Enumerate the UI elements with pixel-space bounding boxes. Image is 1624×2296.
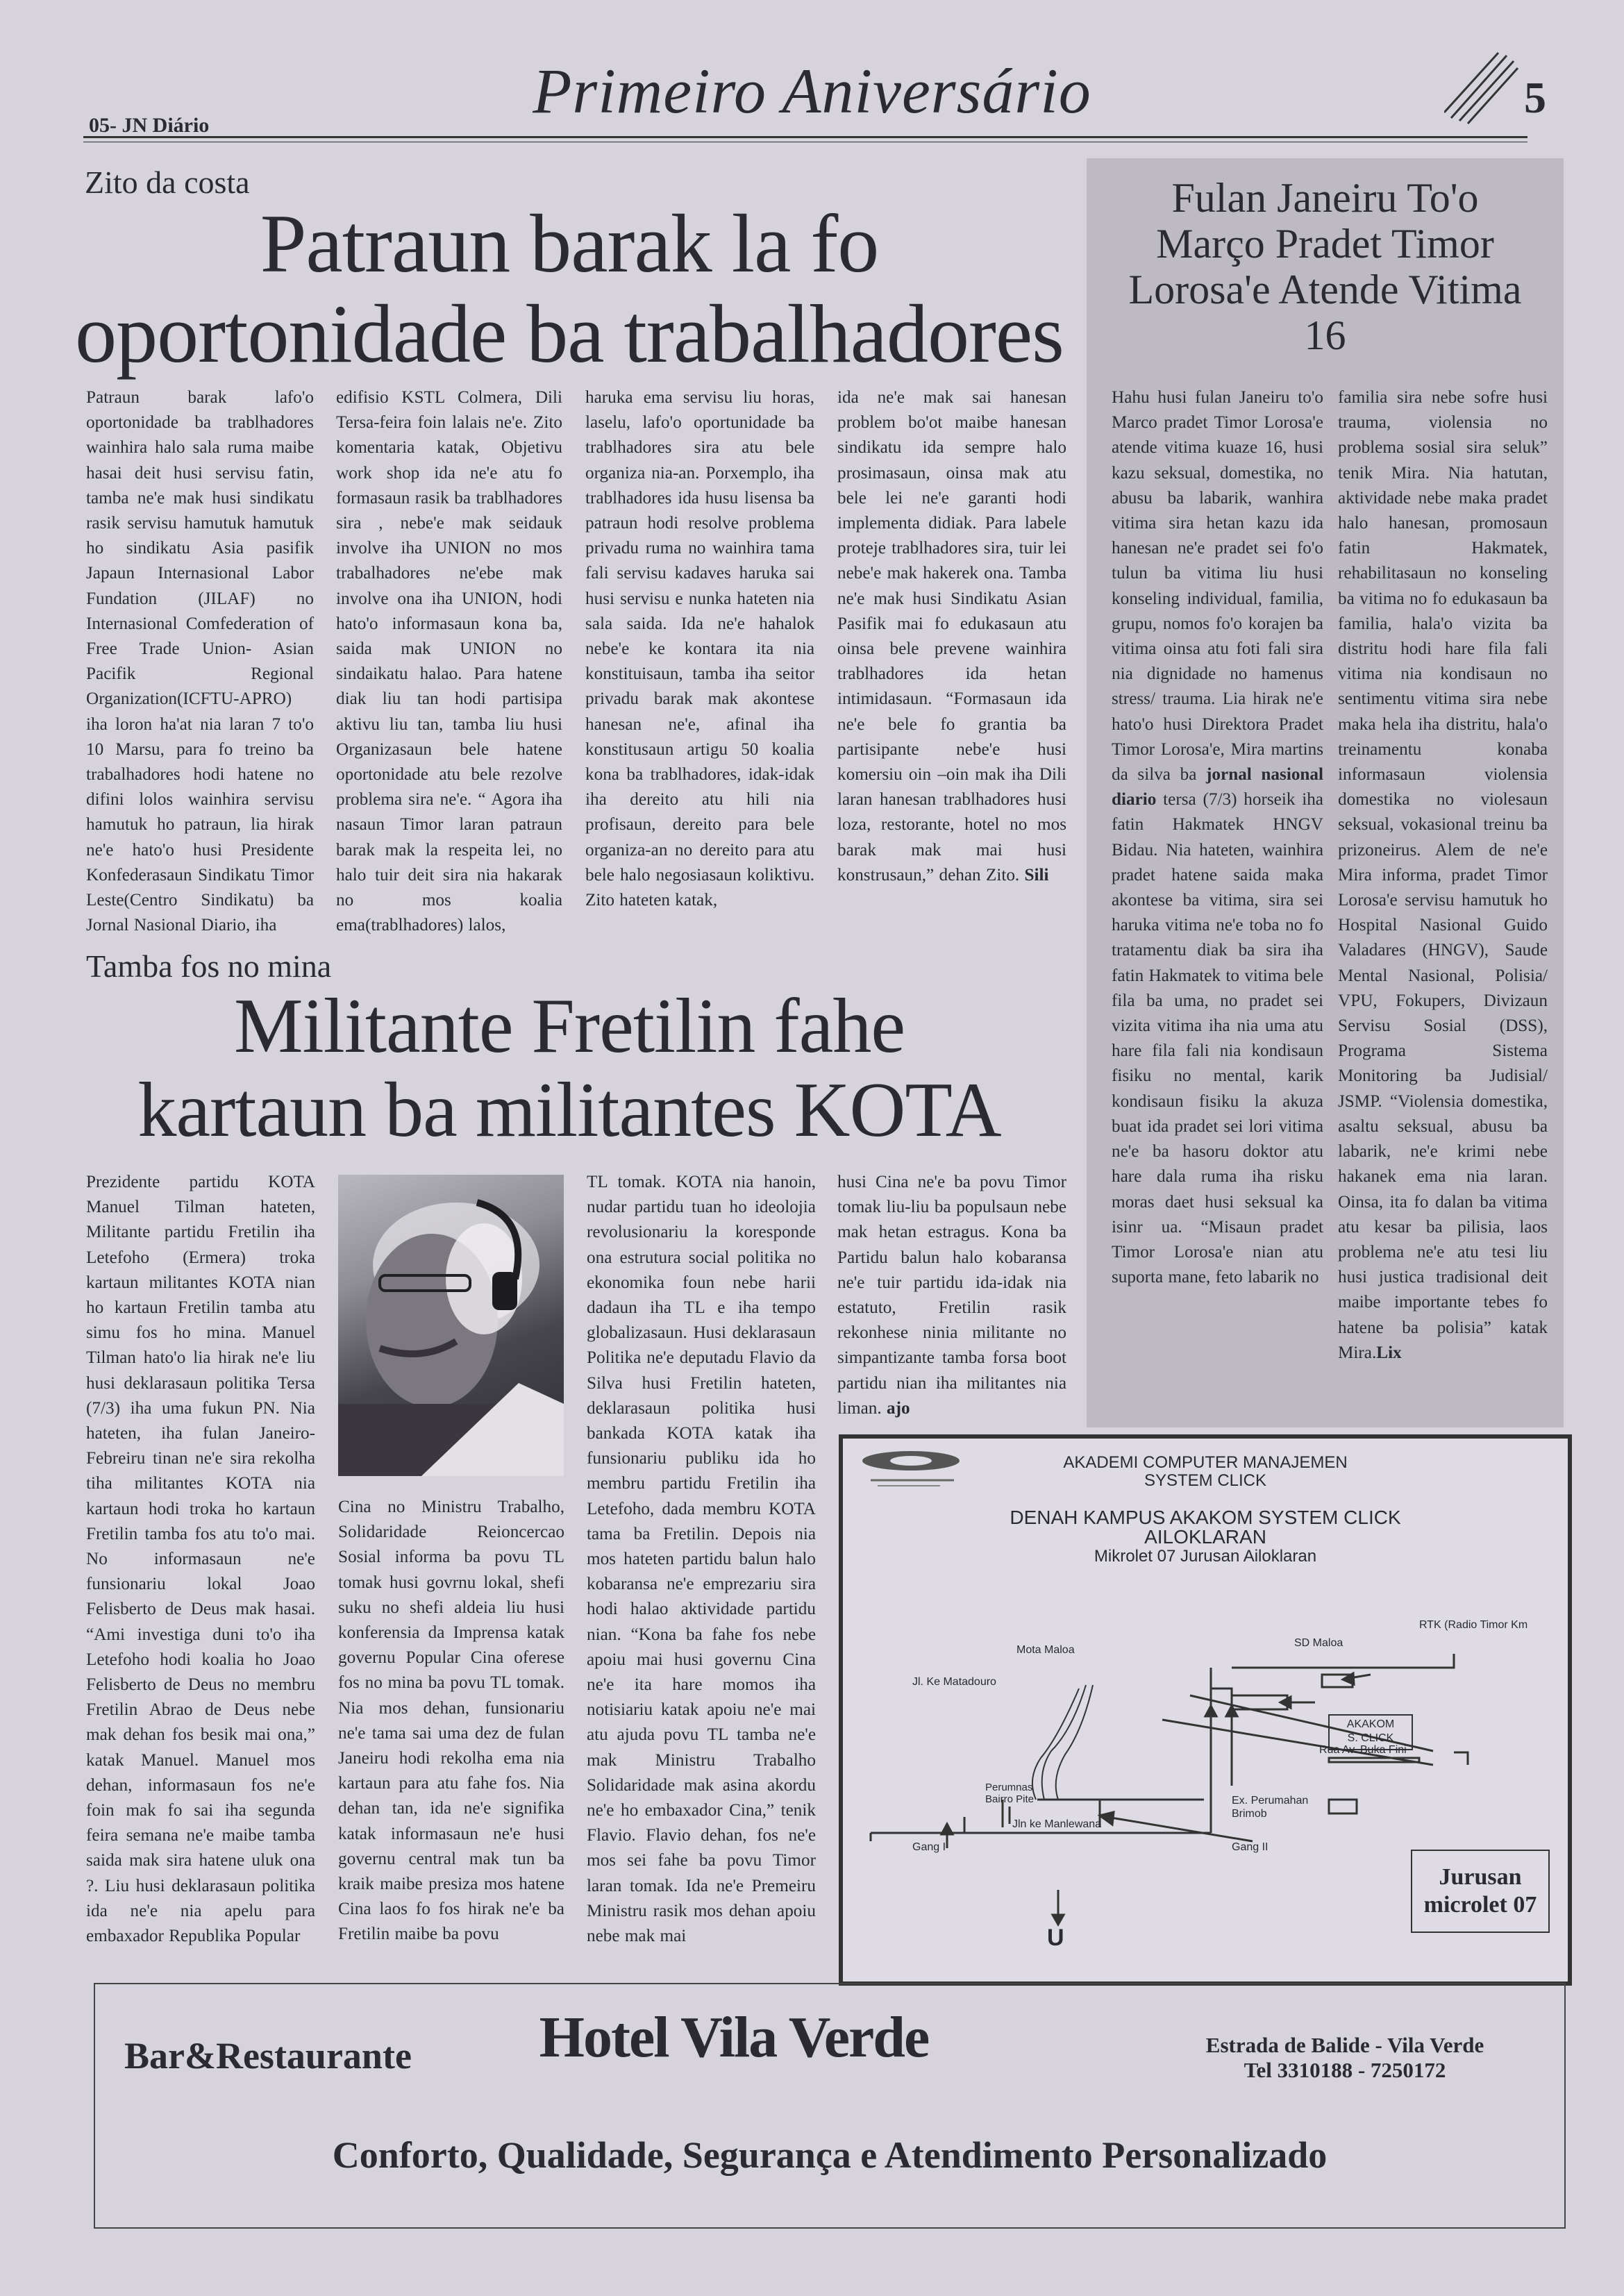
sidebar-column-1: Hahu husi fulan Janeiru to'o Marco pradet Timor Lorosa'e atende vitima kuaze 16, husi kazu seksual, domestika, no abusu ba labarik, wanhira vitima sira hetan kazu ida hanesan ne'e pradet sei fo'o tulun ba vitima liu husi konseling individual, familia, grupu, nomos fo'o korajen ba vitima oinsa atu foti fali sira nia dignidade no hamenus stress/ trauma. Lia hirak ne'e hato'o husi Direktora Pradet Timor Lorosa'e, Mira martins da silva ba jornal nasional diario tersa (7/3) horseik iha fatin Hakmatek HNGV Bidau. Nia hateten, wainhira pradet hatene saida maka akontese ba vitima, sira sei haruka vitima ne'e toba no fo tratamentu diak ba sira iha fatin Hakmatek to vitima bele fila ba uma, no pradet sei vizita vitima iha nia uma atu hare fila fali nia kondisaun fisiku no mental, karik kondisaun fisiku la akuza buat ida pradet sei lori vitima ne'e ba hasoru doktor atu hare dala ruma iha risku moras daet husi seksual ka isinr ua. “Misaun pradet Timor Lorosa'e nian atu suporta mane, feto labarik no (1112, 388, 1324, 1287)
map-label-rua: Rua Av. Buka Fini (1319, 1744, 1407, 1756)
article2-column-2: Cina no Ministru Trabalho, Solidaridade Reioncercao Sosial informa ba povu TL tomak husi govrnu lokal, shefi suku no shefi aldeia liu husi konferensia da Imprensa katak governu Popular Cina oferese fos no mina ba povu TL tomak. Nia mos dehan, funsionariu ne'e tama sai uma dez de fulan Janeiru hodi rekolha ema nia kartaun para atu fahe fos. Nia dehan tan, ida ne'e signifika katak informasaun ne'e husi governu central mak tun ba kraik maibe presiza mos hatene Cina laos fo fos hirak ne'e ba Fretilin maibe ba povu (338, 1498, 564, 1944)
campus-map-ad (839, 1434, 1572, 1986)
article1-headline-line2: oportonidade ba trabalhadores (75, 287, 1064, 380)
article2-byline: ajo (886, 1398, 910, 1418)
article1-column-4: ida ne'e mak sai hanesan problem bo'ot maibe hanesan sindikatu ida sempre halo prosimasaun, oinsa mak atu bele lei ne'e garanti hodi implementa didiak. Para labele proteje trablhadores sira, tuir lei nebe'e mak hakerek ona. Tamba ne'e mak husi Sindikatu Asian Pasifik mai fo edukasaun atu oinsa bele prevene wainhira trablhadores ida hetan intimidasaun. “Formasaun ida ne'e bele fo grantia ba partisipante nebe'e husi komersiu oin –oin mak iha Dili laran hanesan trablhadores husi loza, restorante, hotel no mos barak mak mai husi konstrusaun,” dehan Zito. Sili (837, 388, 1066, 885)
article1-column-1: Patraun barak lafo'o oportonidade ba trablhadores wainhira halo sala ruma maibe hasai deit husi servisu fatin, tamba ne'e mak husi sindikatu rasik servisu hamutuk hamutuk ho sindikatu Asia pasifik Japaun Internasional Labor Fundation (JILAF) no Internasional Comfederation of Free Trade Union- Asian Pacifik Regional Organization(ICFTU-APRO) iha loron ha'at nia laran 7 to'o 10 Marsu, para fo treino ba trabalhadores hodi hatene no difini lolos wainhira servisu hamutuk ho patraun, lia hirak ne'e hato'o husi Presidente Konfederasaun Sindikatu Timor Leste(Centro Sindikatu) ba Jornal Nasional Diario, iha (86, 388, 314, 935)
sidebar-title: Fulan Janeiru To'o Março Pradet Timor Lorosa'e Atende Vitima 16 (1128, 175, 1522, 358)
map-north-label: U (1047, 1925, 1064, 1951)
map-label-sd-maloa: SD Maloa (1294, 1637, 1343, 1649)
article2-headline-line1: Militante Fretilin fahe (233, 983, 905, 1069)
article2-column-1: Prezidente partidu KOTA Manuel Tilman hateten, Militante partidu Fretilin iha Letefoho (Ermera) troka kartaun militantes KOTA nian ho kartaun Fretilin tamba atu simu fos ho mina. Manuel Tilman hato'o lia hirak ne'e liu husi deklarasaun politika Tersa (7/3) iha uma fukun PN. Nia hateten, iha fulan Janeiro-Febreiru tinan ne'e sira rekolha tiha militantes KOTA nia kartaun hodi troka ho kartaun Fretilin tamba fos atu to'o mai. No informasaun ne'e funsionariu lokal Joao Felisberto de Deus mak hasai. “Ami investiga duni to'o iha Letefoho hodi koalia ho Joao Felisberto de Deus no membru Fretilin Abrao de Deus nebe mak dehan fos besik mai ona,” katak Manuel. Manuel mos dehan, informasaun fos ne'e foin mak fo sai iha segunda feira semana ne'e maibe tamba saida mak sira hatene uluk ona ?. Liu husi deklarasaun politika ida ne'e nia apelu para embaxador Republika Popular (86, 1173, 315, 1946)
map-label-gang-2: Gang II (1232, 1841, 1269, 1853)
map-label-mota-maloa: Mota Maloa (1016, 1644, 1075, 1656)
hotel-ad-contact: Estrada de Balide - Vila Verde Tel 3310188 - 7250172 (1205, 2033, 1484, 2082)
map-label-matadouro: Jl. Ke Matadouro (912, 1676, 996, 1688)
article2-column-4: husi Cina ne'e ba povu Timor tomak liu-liu ba populsaun nebe mak hetan estragus. Kona ba Partidu balun halo kobaransa ne'e tuir partidu ida-idak nia estatuto, Fretilin rasik rekonhese ninia militante no simpantizante tamba forsa boot partidu nian iha militantes nia liman. ajo (837, 1173, 1066, 1418)
article1-column-3: haruka ema servisu liu horas, laselu, lafo'o oportunidade ba trablhadores sira atu bele organiza nia-an. Porxemplo, iha trablhadores ida husu lisensa ba patraun hodi resolve problema privadu ruma no wainhira tama fali servisu kadaves haruka sai husi servisu e nunka hateten nia sala saida. Ida ne'e hahalok nebe'e ke kontara ita nia konstituisaun, tamba iha seitor privadu barak mak akontese hanesan ne'e, afinal iha konstitusaun artigu 50 koalia kona ba trablhadores, idak-idak iha dereito atu hili nia profisaun, dereito para bele organiza-an no dereito para atu bele halo negosiasaun koliktivu. Zito hateten katak, (585, 388, 814, 910)
page-number: 5 (1524, 73, 1546, 122)
article1-headline (69, 199, 1069, 378)
article1-headline-line1: Patraun barak la fo (260, 197, 879, 290)
hotel-ad-name: Hotel Vila Verde (539, 2005, 929, 2070)
sidebar-column-2: familia sira nebe sofre husi trauma, violensia no problema sosial sira seluk” tenik Mira. Nia hatutan, aktividade nebe maka pradet halo hanesan, promosaun fatin Hakmatek, rehabilitasaun no konseling ba vitima no fo edukasaun ba familia, hala'o vizita ba distritu hodi hare fila fali vitima nia kondisaun no sentimentu vitima sira nebe maka hela iha distritu, hala'o treinamentu konaba informasaun violensia domestika no violesaun seksual, vokasional treinu ba prizoneirus. Alem de ne'e Mira informa, pradet Timor Lorosa'e servisu hamutuk ho Hospital Nasional Guido Valadares (HNGV), Saude Mental Nasional, Polisia/ VPU, Fokupers, Divizaun Servisu Sosial (DSS), Programa Sistema Monitoring ba Judisial/ JSMP. “Violensia domestika, asaltu seksual, abusu ba labarik, ne'e krimi nebe hakanek ema nia laran. Oinsa, ita fo dalan ba vitima atu kesar ba pilisia, laos problema ne'e atu tesi liu husi justica tradisional deit maibe importante tebes fo hatene ba polisia” katak Mira.Lix (1338, 388, 1548, 1362)
sidebar-byline: Lix (1376, 1343, 1402, 1362)
hotel-ad-tagline: Conforto, Qualidade, Segurança e Atendimento Personalizado (332, 2134, 1328, 2176)
article1-kicker: Zito da costa (85, 165, 250, 200)
map-label-gang-1: Gang I (912, 1841, 946, 1853)
hotel-ad-bar: Bar&Restaurante (124, 2035, 412, 2077)
article2-headline-line2: kartaun ba militantes KOTA (137, 1066, 1001, 1153)
article1-byline: Sili (1024, 865, 1049, 885)
map-label-akakom: AKAKOM S. CLICK (1346, 1718, 1395, 1744)
sidebar-article (1087, 158, 1564, 1427)
article2-kicker: Tamba fos no mina (86, 948, 332, 984)
map-ad-title: AKADEMI COMPUTER MANAJEMEN SYSTEM CLICK (1063, 1453, 1348, 1490)
jurusan-box: Jurusan microlet 07 (1411, 1850, 1550, 1933)
hotel-ad (94, 1983, 1566, 2229)
article2-photo (338, 1175, 564, 1476)
map-label-rtk: RTK (Radio Timor Km (1419, 1619, 1528, 1631)
page-label: 05- JN Diário (89, 114, 210, 137)
article2-column-3: TL tomak. KOTA nia hanoin, nudar partidu tuan ho ideolojia revolusionariu la koresponde ona estrutura social politika no ekonomika foun nebe harii dadaun iha TL e iha tempo globalizasaun. Husi deklarasaun Politika ne'e deputadu Flavio da Silva husi Fretilin hateten, deklarasaun politika husi bankada KOTA katak iha funsionariu publiku ida ho membru partidu Fretilin iha Letefoho, dada membru KOTA tama ba Fretilin. Depois nia mos hateten partidu balun halo kobaransa ne'e emprezariu sira hodi halao aktividade partidu nian. “Kona ba fahe fos nebe apoiu mai husi governu Cina ne'e ita hare momos iha notisiariu katak apoiu ne'e mai atu ajuda povu TL tamba ne'e mak Ministru Trabalho Solidaridade mak asina akordu ne'e ho embaxador Cina,” tenik Flavio. Flavio dehan, fos ne'e mos sei fahe ba povu Timor laran tomak. Ida ne'e Premeiru Ministru rasik mos dehan apoiu nebe mak mai (587, 1173, 816, 1946)
sidebar-newspaper-name: jornal nasional diario (1112, 765, 1324, 810)
map-ad-subtitle: DENAH KAMPUS AKAKOM SYSTEM CLICK AILOKLARAN Mikrolet 07 Jurusan Ailoklaran (1010, 1507, 1401, 1566)
article2-headline (56, 984, 1083, 1153)
header-rule (83, 136, 1527, 138)
map-label-ex-perumahan: Ex. Perumahan Brimob (1232, 1795, 1309, 1820)
map-label-manlewana: Jln ke Manlewana (1012, 1818, 1102, 1830)
map-label-perumnas: Perumnas Bairro Pite (985, 1782, 1035, 1805)
masthead: Primeiro Aniversário (533, 56, 1091, 126)
article1-column-2: edifisio KSTL Colmera, Dili Tersa-feira foin lalais ne'e. Zito komentaria katak, Objetivu work shop ida ne'e atu fo formasaun rasik ba trablhadores sira , nebe'e mak seidauk involve iha UNION no mos trabalhadores ne'ebe mak involve ona iha UNION, hodi hato'o informasaun kona ba, saida mak UNION no sindaikatu halao. Para hatene diak liu tan hodi partisipa aktivu liu tan, tamba liu husi Organizasaun bele hatene oportonidade atu bele rezolve problema sira ne'e. “ Agora iha nasaun Timor laran patraun barak mak la respeita lei, no halo tuir deit sira nia hakarak no mos koalia ema(trablhadores) lalos, (336, 388, 562, 935)
